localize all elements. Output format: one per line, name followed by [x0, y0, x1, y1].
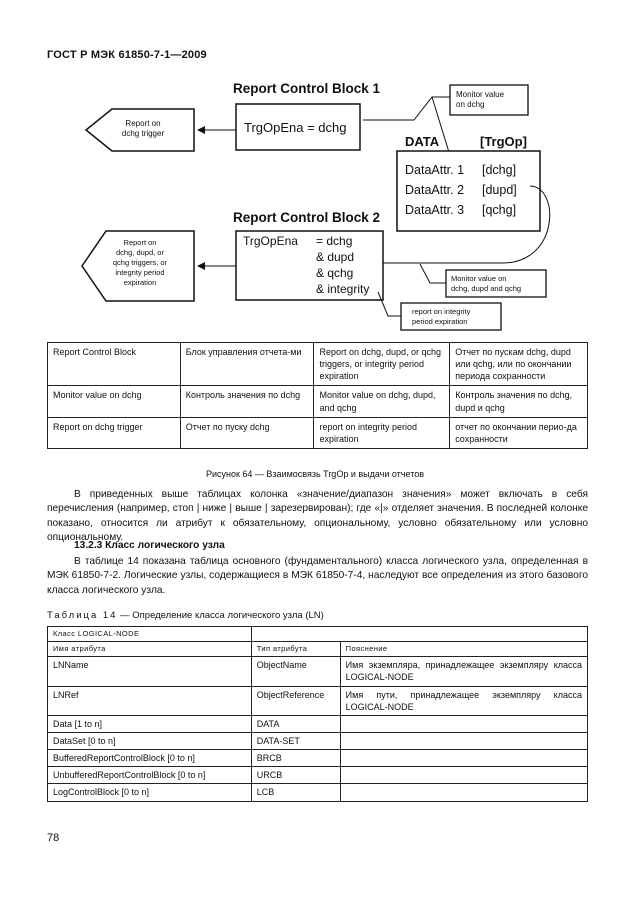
monitor-leader-left [363, 97, 450, 120]
table-cell [251, 627, 587, 642]
class-label-cell: Класс LOGICAL-NODE [48, 627, 252, 642]
report-multi-line4: integrity period [115, 268, 165, 277]
glossary-table [47, 342, 588, 449]
report-multi-line5: expiration [123, 278, 157, 287]
paragraph-2: В таблице 14 показана таблица основного (фундаментального) класса логического узла, определенная в МЭК 61850-7-2. Логические узлы, содержащиеся в МЭК 61850-7-4, наследуют все определения из этого базового класса логического узла. [47, 556, 588, 596]
table-cell: report on integrity period expiration [314, 417, 450, 448]
table-row [48, 627, 588, 642]
paragraph-1: В приведенных выше таблицах колонка «значение/диапазон значения» может включать в себя перечисления (например, стоп | ниже | выше | зарезервирован); где «|» отделяет значения. В последней колонке показано, относится ли атрибут к обязательному, опциональному, условно обязательному или условно опциональному. [47, 489, 588, 544]
logical-node-table [47, 626, 588, 802]
table-row [48, 657, 588, 686]
report-dchg-line1: Report on [125, 119, 161, 128]
table-cell: отчет по окончании перио-да сохранности [450, 417, 588, 448]
rcb2-title: Report Control Block 2 [233, 210, 381, 225]
table-row [48, 386, 588, 417]
rcb1-field: TrgOpEna = dchg [244, 120, 347, 135]
rcb2-field: TrgOpEna [243, 234, 298, 248]
data-attr-1-trg: [dchg] [482, 163, 517, 177]
table-cell: LNRef [48, 686, 252, 715]
table-cell: BRCB [251, 750, 340, 767]
monitor-line1: Monitor value [456, 90, 505, 99]
rcb2-opt-3: & qchg [316, 266, 354, 280]
section-heading: 13.2.3 Класс логического узла [74, 540, 225, 551]
column-header: Тип атрибута [251, 642, 340, 657]
table-cell [340, 750, 587, 767]
table-cell: Имя пути, принадлежащее экземпляру класса LOGICAL-NODE [340, 686, 587, 715]
monitor-line2: on dchg [456, 100, 485, 109]
table-header-row [48, 642, 588, 657]
monitor2-line1: Monitor value on [451, 274, 507, 283]
column-header: Пояснение [340, 642, 587, 657]
integrity-line1: report on integrity [412, 307, 471, 316]
table-cell: DATA-SET [251, 732, 340, 749]
table-cell: LCB [251, 784, 340, 801]
table-cell [340, 715, 587, 732]
table-row [48, 686, 588, 715]
table-cell: Отчет по пускам dchg, dupd или qchg, или по окончании периода сохранности [450, 343, 588, 386]
rcb2-opt-4: & integrity [316, 282, 370, 296]
table-cell: Report on dchg trigger [48, 417, 181, 448]
data-attr-3-trg: [qchg] [482, 203, 517, 217]
column-header: Имя атрибута [48, 642, 252, 657]
table-row [48, 715, 588, 732]
table-cell: LogControlBlock [0 to n] [48, 784, 252, 801]
table-cell: Отчет по пуску dchg [180, 417, 314, 448]
table-cell: ObjectReference [251, 686, 340, 715]
table-caption-prefix: Таблица 14 [47, 610, 118, 621]
monitor2-line2: dchg, dupd and qchg [451, 284, 522, 293]
table-cell [340, 767, 587, 784]
data-attr-3: DataAttr. 3 [405, 203, 465, 217]
table-cell: Имя экземпляра, принадлежащее экземпляру класса LOGICAL-NODE [340, 657, 587, 686]
trgop-diagram [0, 0, 630, 340]
table-row [48, 750, 588, 767]
report-dchg-line2: dchg trigger [121, 129, 165, 138]
table-cell: Контроль значения по dchg [180, 386, 314, 417]
rcb1-title: Report Control Block 1 [233, 81, 381, 96]
page-number: 78 [47, 832, 60, 844]
figure-caption: Рисунок 64 — Взаимосвязь TrgOp и выдачи отчетов [205, 469, 425, 479]
table-cell: UnbufferedReportControlBlock [0 to n] [48, 767, 252, 784]
table-row [48, 767, 588, 784]
table-cell: Data [1 to n] [48, 715, 252, 732]
report-multi-line2: dchg, dupd, or [116, 248, 164, 257]
rcb2-opt-1: = dchg [316, 234, 353, 248]
rcb2-opt-2: & dupd [316, 250, 355, 264]
monitor2-leader [420, 264, 446, 283]
table-cell: DATA [251, 715, 340, 732]
table-row [48, 784, 588, 801]
data-attr-2: DataAttr. 2 [405, 183, 465, 197]
table-row [48, 417, 588, 448]
table-cell: Блок управления отчета-ми [180, 343, 314, 386]
table-cell: URCB [251, 767, 340, 784]
table-cell: DataSet [0 to n] [48, 732, 252, 749]
data-attr-2-trg: [dupd] [482, 183, 517, 197]
data-trgop-header: [TrgOp] [480, 134, 527, 149]
table-cell [340, 784, 587, 801]
table-cell: BufferedReportControlBlock [0 to n] [48, 750, 252, 767]
data-header: DATA [405, 134, 440, 149]
table-cell: Monitor value on dchg, dupd, and qchg [314, 386, 450, 417]
table-cell: Monitor value on dchg [48, 386, 181, 417]
table-cell [340, 732, 587, 749]
page-header: ГОСТ Р МЭК 61850-7-1—2009 [47, 49, 207, 61]
report-multi-line1: Report on [123, 238, 157, 247]
table-cell: Report on dchg, dupd, or qchg triggers, or integrity period expiration [314, 343, 450, 386]
report-multi-line3: qchg triggers, or [112, 258, 168, 267]
table-cell: Контроль значения по dchg, dupd и qchg [450, 386, 588, 417]
table-caption [47, 610, 324, 621]
table-caption-rest: — Определение класса логического узла (LN) [117, 610, 324, 621]
data-attr-1: DataAttr. 1 [405, 163, 465, 177]
table-cell: LNName [48, 657, 252, 686]
integrity-line2: period expiration [412, 317, 468, 326]
table-row [48, 732, 588, 749]
table-row [48, 343, 588, 386]
table-cell: ObjectName [251, 657, 340, 686]
table-cell: Report Control Block [48, 343, 181, 386]
